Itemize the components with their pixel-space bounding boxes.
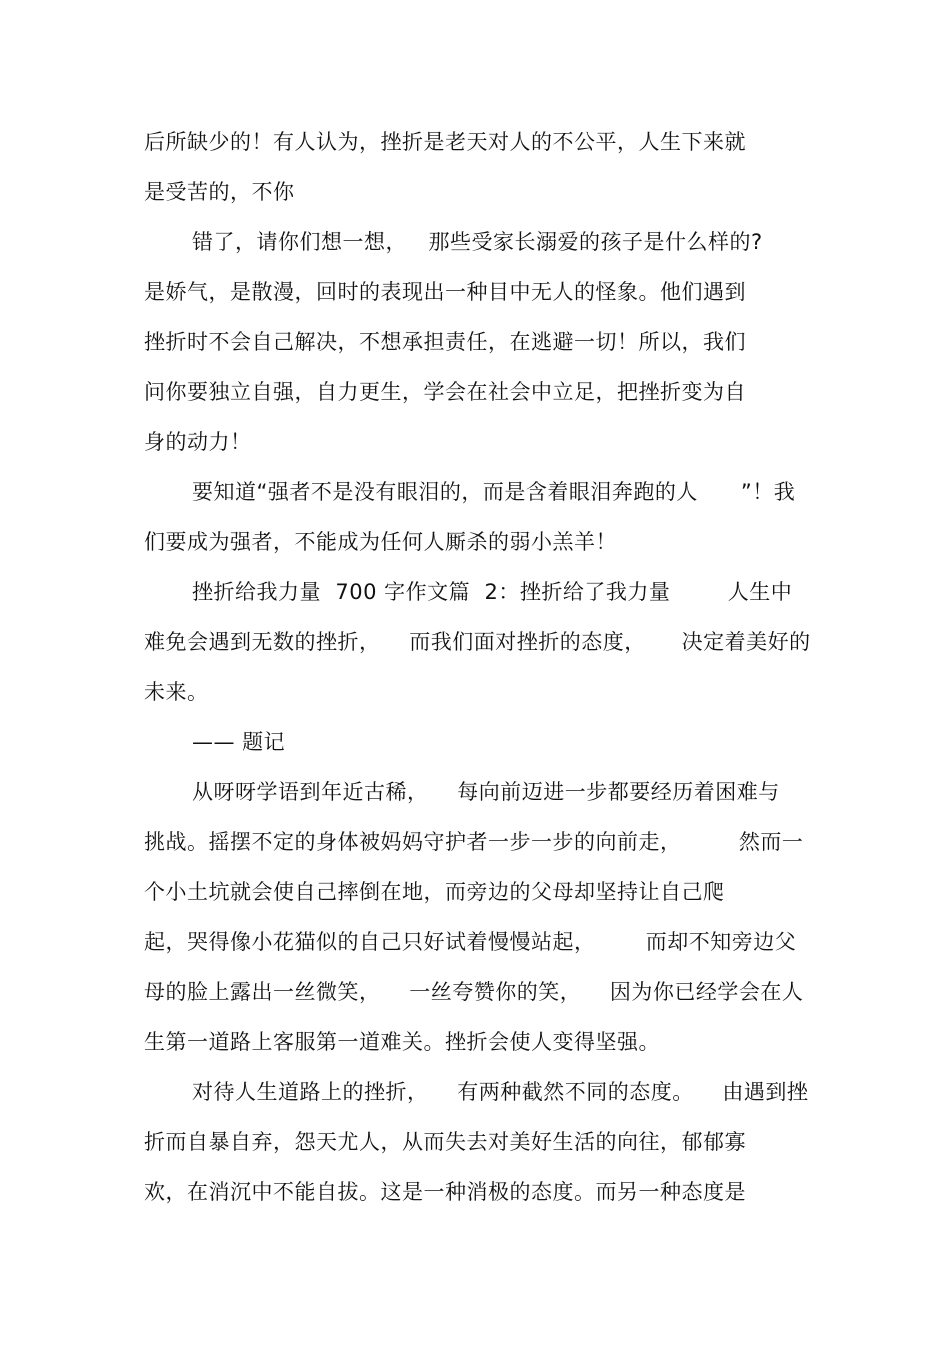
text-line-12: 未来。 [144,680,209,704]
text-line-7: 身的动力！ [144,430,252,454]
text-line-21: 折而自暴自弃，怨天尤人，从而失去对美好生活的向往，郁郁寡 [144,1130,746,1154]
text-line-5: 挫折时不会自己解决，不想承担责任，在逃避一切！所以，我们 [144,330,746,354]
text-line-16: 个小土坑就会使自己摔倒在地，而旁边的父母却坚持让自己爬 [144,880,725,904]
text-line-22: 欢，在消沉中不能自拔。这是一种消极的态度。而另一种态度是 [144,1180,746,1204]
text-line-9: 们要成为强者，不能成为任何人厮杀的弱小羔羊！ [144,530,617,554]
text-line-15: 挑战。摇摆不定的身体被妈妈守护者一步一步的向前走， 然而一 [144,830,804,854]
text-line-6: 问你要独立自强，自力更生，学会在社会中立足，把挫折变为自 [144,380,746,404]
text-line-14: 从呀呀学语到年近古稀， 每向前迈进一步都要经历着困难与 [192,780,780,804]
text-line-19: 生第一道路上客服第一道难关。挫折会使人变得坚强。 [144,1030,660,1054]
text-line-13: —— 题记 [192,730,286,754]
text-line-1: 后所缺少的！有人认为，挫折是老天对人的不公平，人生下来就 [144,130,746,154]
text-line-20: 对待人生道路上的挫折， 有两种截然不同的态度。 由遇到挫 [192,1080,809,1104]
text-line-17: 起，哭得像小花猫似的自己只好试着慢慢站起， 而却不知旁边父 [144,930,797,954]
text-line-18: 母的脸上露出一丝微笑， 一丝夸赞你的笑， 因为你已经学会在人 [144,980,804,1004]
text-line-10: 挫折给我力量 700 字作文篇 2：挫折给了我力量 人生中 [192,580,793,604]
text-line-4: 是娇气，是散漫，回时的表现出一种目中无人的怪象。他们遇到 [144,280,746,304]
text-line-2: 是受苦的，不你 [144,180,295,204]
text-line-8: 要知道“强者不是没有眼泪的，而是含着眼泪奔跑的人 ”！我 [192,480,796,504]
text-line-3: 错了，请你们想一想， 那些受家长溺爱的孩子是什么样的? [192,230,763,254]
text-line-11: 难免会遇到无数的挫折， 而我们面对挫折的态度， 决定着美好的 [144,630,811,654]
